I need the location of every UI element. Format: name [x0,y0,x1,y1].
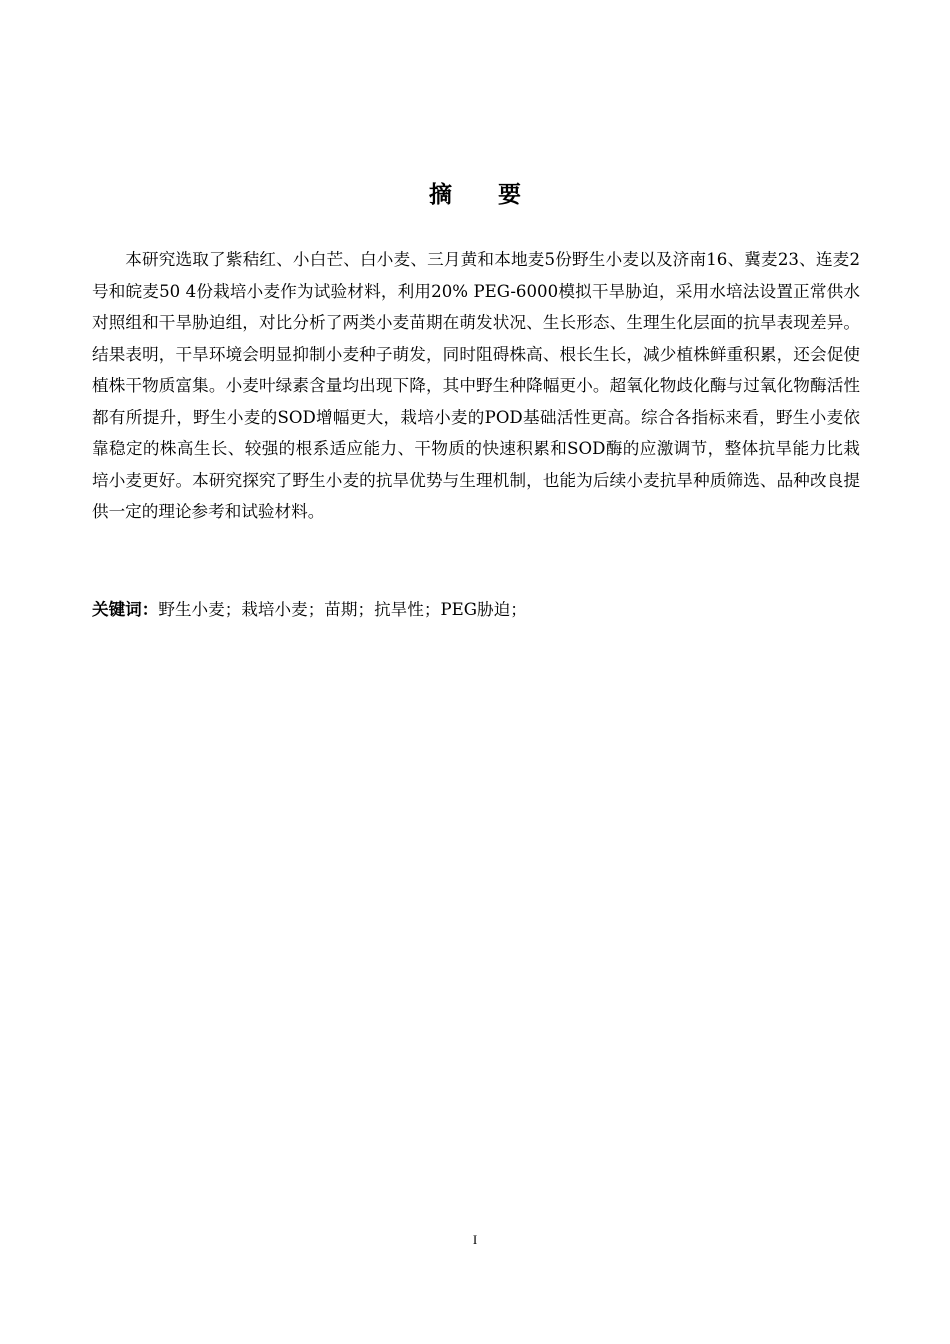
keywords-text: 野生小麦；栽培小麦；苗期；抗旱性；PEG胁迫； [158,600,527,619]
abstract-title-char-1: 摘 [429,182,452,208]
abstract-title-char-2: 要 [498,182,521,208]
page-number: I [472,1232,478,1247]
abstract-title [0,176,950,209]
abstract-body: 本研究选取了紫秸红、小白芒、白小麦、三月黄和本地麦5份野生小麦以及济南16、冀麦23、连麦2号和皖麦50 4份栽培小麦作为试验材料，利用20% PEG-6000模拟干旱胁迫，采用水培法设置正常供水对照组和干旱胁迫组，对比分析了两类小麦苗期在萌发状况、生长形态、生理生化层面的抗旱表现差异。结果表明，干旱环境会明显抑制小麦种子萌发，同时阻碍株高、根长生长，减少植株鲜重积累，还会促使植株干物质富集。小麦叶绿素含量均出现下降，其中野生种降幅更小。超氧化物歧化酶与过氧化物酶活性都有所提升，野生小麦的SOD增幅更大，栽培小麦的POD基础活性更高。综合各指标来看，野生小麦依靠稳定的株高生长、较强的根系适应能力、干物质的快速积累和SOD酶的应激调节，整体抗旱能力比栽培小麦更好。本研究探究了野生小麦的抗旱优势与生理机制，也能为后续小麦抗旱种质筛选、品种改良提供一定的理论参考和试验材料。 [92,250,860,521]
keywords-label: 关键词： [92,600,159,619]
keywords-line [92,596,860,624]
